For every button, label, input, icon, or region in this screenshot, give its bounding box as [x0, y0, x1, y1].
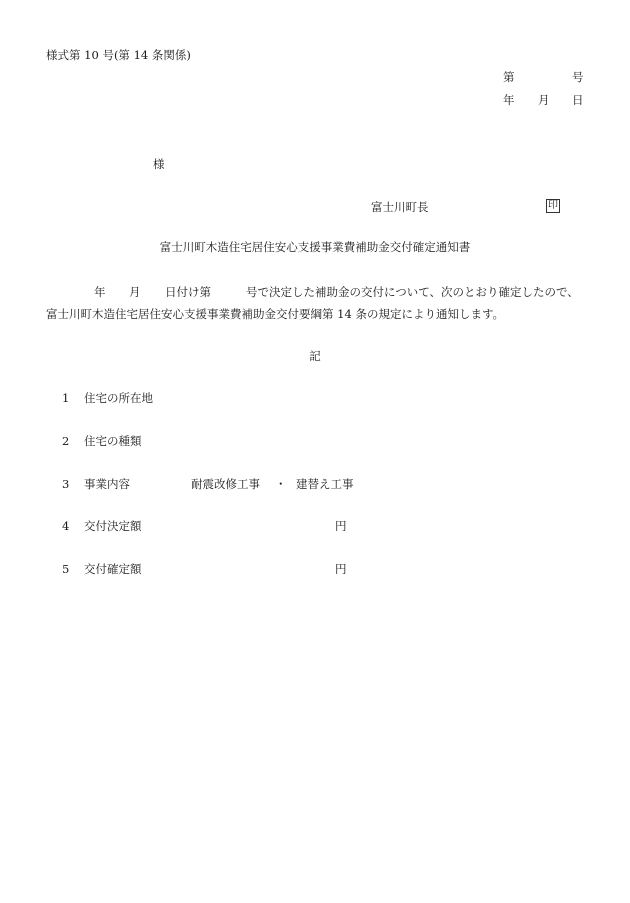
body-year: 年	[94, 285, 106, 299]
document-title: 富士川町木造住宅居住安心支援事業費補助金交付確定通知書	[159, 240, 471, 254]
item-label-address: 住宅の所在地	[84, 391, 153, 405]
item-label-project: 事業内容	[84, 477, 130, 491]
body-line2: 富士川町木造住宅居住安心支援事業費補助金交付要綱第 14 条の規定により通知します。	[46, 307, 505, 321]
confirmed-amount-unit: 円	[335, 562, 347, 576]
item-label-house-type: 住宅の種類	[84, 434, 142, 448]
body-month: 月	[129, 285, 141, 299]
project-option-retrofit: 耐震改修工事	[191, 477, 260, 491]
date-month-label: 月	[538, 93, 550, 107]
item-label-confirmed-amount: 交付確定額	[84, 562, 142, 576]
seal-stamp: 印	[548, 200, 558, 211]
addressee-honorific: 様	[153, 157, 165, 171]
doc-number-prefix: 第	[503, 70, 515, 84]
body-line1-rest: 号で決定した補助金の交付について、次のとおり確定したので、	[246, 285, 579, 299]
item-number: 1	[62, 391, 70, 405]
item-number: 2	[62, 434, 70, 448]
item-number: 3	[62, 477, 70, 491]
ki-heading: 記	[309, 349, 321, 363]
doc-number-suffix: 号	[572, 70, 584, 84]
form-number: 様式第 10 号(第 14 条関係)	[46, 48, 191, 62]
item-label-decided-amount: 交付決定額	[84, 519, 142, 533]
item-number: 4	[62, 519, 70, 533]
date-year-label: 年	[503, 93, 515, 107]
body-day-prefix: 日付け第	[165, 285, 211, 299]
decided-amount-unit: 円	[335, 519, 347, 533]
issuer-title: 富士川町長	[371, 200, 429, 214]
date-day-label: 日	[572, 93, 584, 107]
project-option-separator: ・	[275, 477, 287, 491]
item-number: 5	[62, 562, 70, 576]
project-option-rebuild: 建替え工事	[296, 477, 354, 491]
